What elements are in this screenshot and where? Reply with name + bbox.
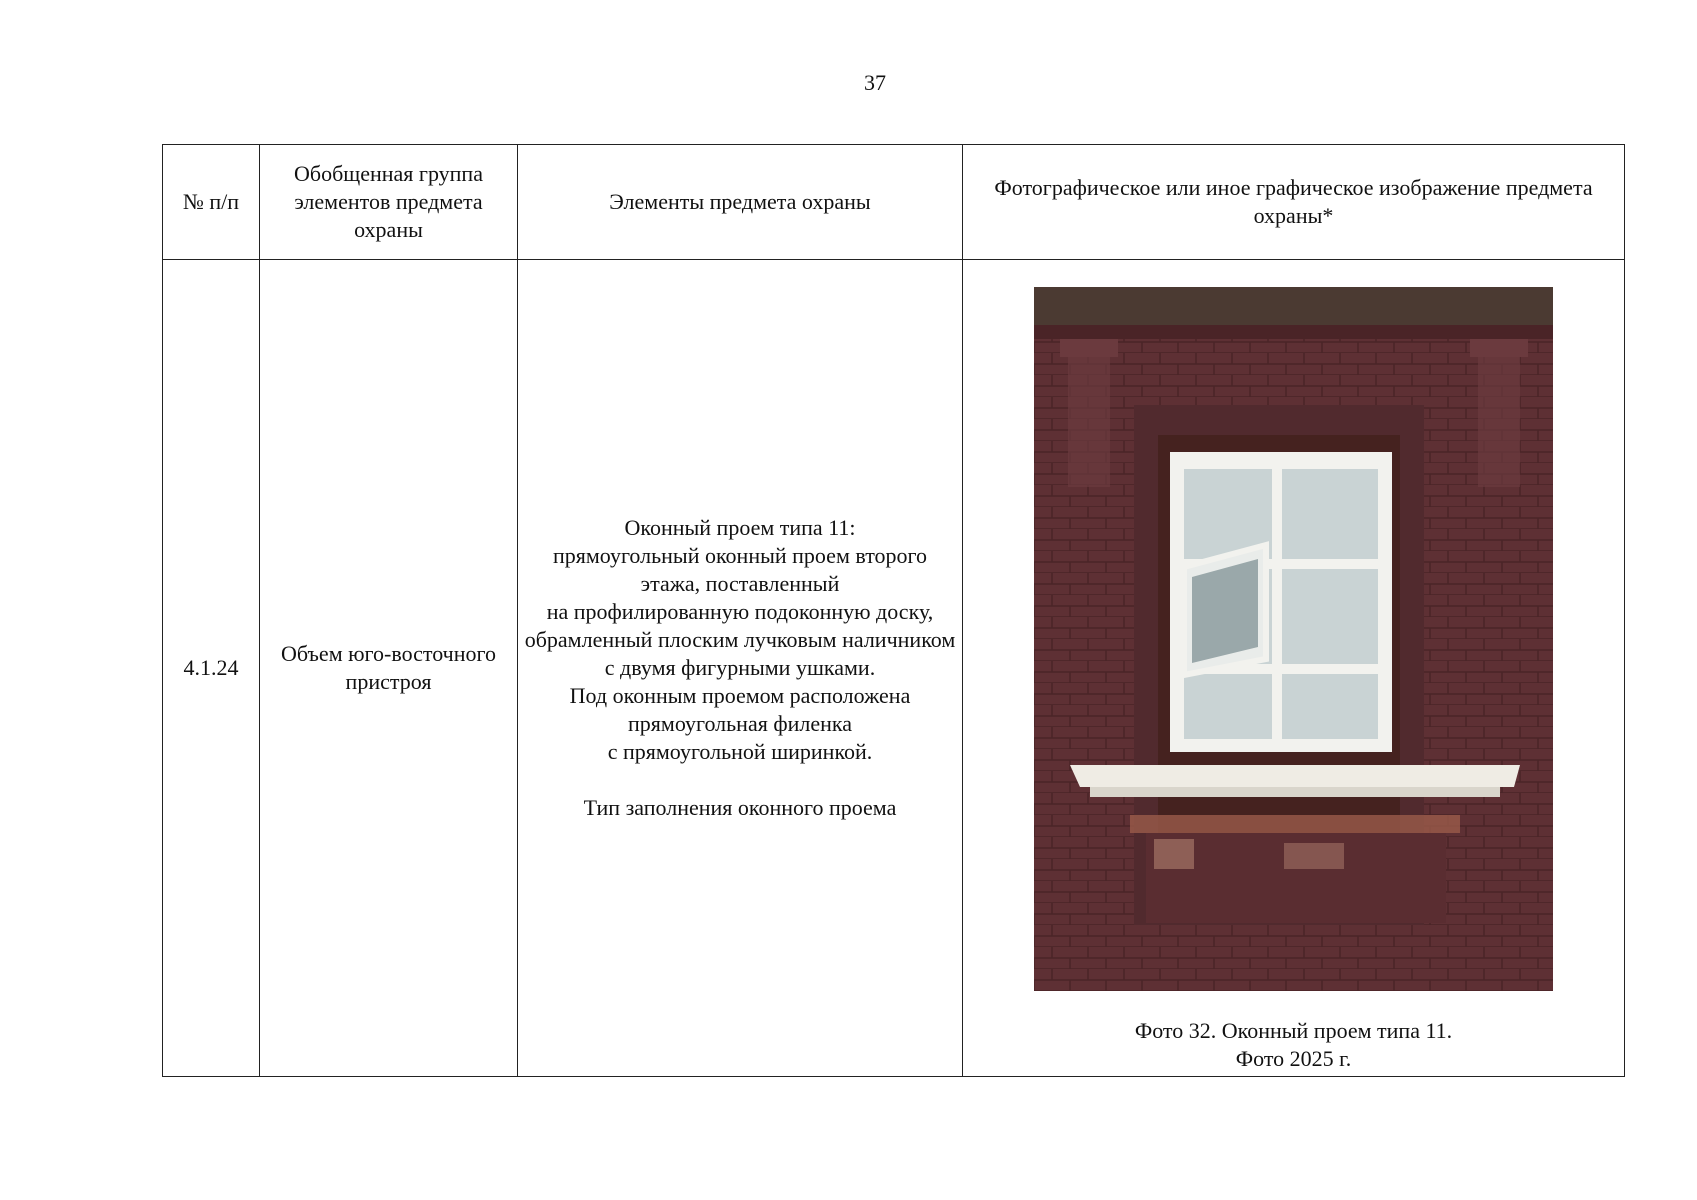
row-photo-cell [963, 260, 1625, 1077]
page-number: 37 [864, 70, 886, 95]
header-group: Обобщенная группа элементов предмета охраны [260, 145, 518, 260]
row-elements-description: Оконный проем типа 11: прямоугольный оконный проем второго этажа, поставленный на профилированную подоконную доску, обрамленный плоским лучковым наличником с двумя фигурными ушками. Под оконным проемом расположена прямоугольная филенка с прямоугольной ширинкой. Тип заполнения оконного проема [518, 260, 963, 1077]
photo-caption-line1: Фото 32. Оконный проем типа 11. [1134, 1018, 1453, 1043]
table-row [163, 260, 1625, 1077]
header-elements: Элементы предмета охраны [518, 145, 963, 260]
row-number: 4.1.24 [163, 260, 260, 1077]
protection-table [162, 144, 1625, 1077]
table-header-row [163, 145, 1625, 260]
photo-caption [963, 1017, 1624, 1073]
header-photo: Фотографическое или иное графическое изображение предмета охраны* [963, 145, 1625, 260]
photo-caption-line2: Фото 2025 г. [1235, 1046, 1352, 1071]
window-photo [1034, 287, 1553, 991]
row-group: Объем юго-восточного пристроя [260, 260, 518, 1077]
header-number: № п/п [163, 145, 260, 260]
